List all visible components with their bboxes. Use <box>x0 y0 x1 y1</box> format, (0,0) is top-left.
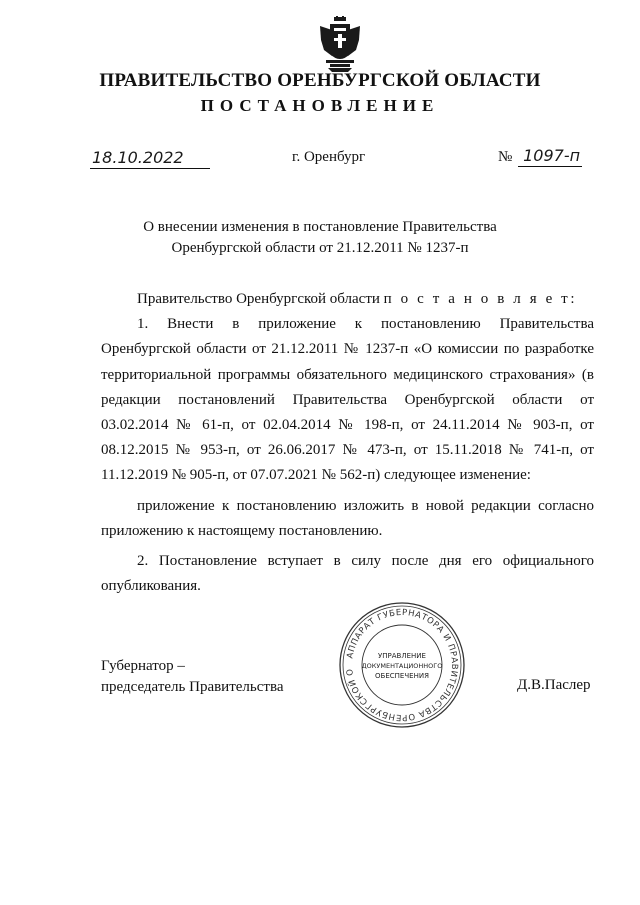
coat-of-arms-icon <box>318 16 362 72</box>
seal-ring-text: АППАРАТ ГУБЕРНАТОРА И ПРАВИТЕЛЬСТВА ОРЕНБУРГСКОЙ О <box>345 607 460 723</box>
seal-line-3: ОБЕСПЕЧЕНИЯ <box>375 672 429 680</box>
ruling-word: п о с т а н о в л я е т: <box>383 291 578 307</box>
official-seal <box>337 600 467 730</box>
position-line-1: Губернатор – <box>101 658 185 674</box>
document-title <box>100 217 540 259</box>
title-line-2: Оренбургской области от 21.12.2011 № 1237-п <box>171 240 469 256</box>
document-type: ПОСТАНОВЛЕНИЕ <box>200 96 440 115</box>
seal-line-1: УПРАВЛЕНИЕ <box>378 652 426 660</box>
signatory-position <box>101 656 284 698</box>
seal-line-2: ДОКУМЕНТАЦИОННОГО <box>361 662 443 670</box>
position-line-2: председатель Правительства <box>101 679 284 695</box>
preamble-text: Правительство Оренбургской области <box>137 291 380 307</box>
item-1-paragraph: 1. Внести в приложение к постановлению Правительства Оренбургской области от 21.12.2011 № 1237-п «О комиссии по разработке территориальной программы обязательного медицинского страхования» (в редакции постановлений Правительства Оренбургской области от 03.02.2014 № 61-п, от 02.04.2014 № 198-п, от 24.11.2014 № 903-п, от 08.12.2015 № 953-п, от 26.06.2017 № 473-п, от 15.11.2018 № 741-п, от 11.12.2019 № 905-п, от 07.07.2021 № 562-п) следующее изменение: <box>101 316 594 484</box>
document-number-value: 1097-п <box>523 146 581 165</box>
document-date: 18.10.2022 <box>90 148 210 169</box>
document-body <box>101 287 594 599</box>
number-label: № <box>498 149 513 165</box>
signatory-name: Д.В.Паслер <box>517 677 591 693</box>
item-1-text-paragraph: приложение к постановлению изложить в новой редакции согласно приложению к настоящему постановлению. <box>101 497 594 539</box>
preamble-paragraph <box>101 287 594 312</box>
document-city: г. Оренбург <box>292 149 366 165</box>
document-number <box>518 146 582 167</box>
title-line-1: О внесении изменения в постановление Правительства <box>143 219 497 235</box>
organization-title: ПРАВИТЕЛЬСТВО ОРЕНБУРГСКОЙ ОБЛАСТИ <box>99 70 541 91</box>
item-2-paragraph: 2. Постановление вступает в силу после дня его официального опубликования. <box>101 553 594 595</box>
